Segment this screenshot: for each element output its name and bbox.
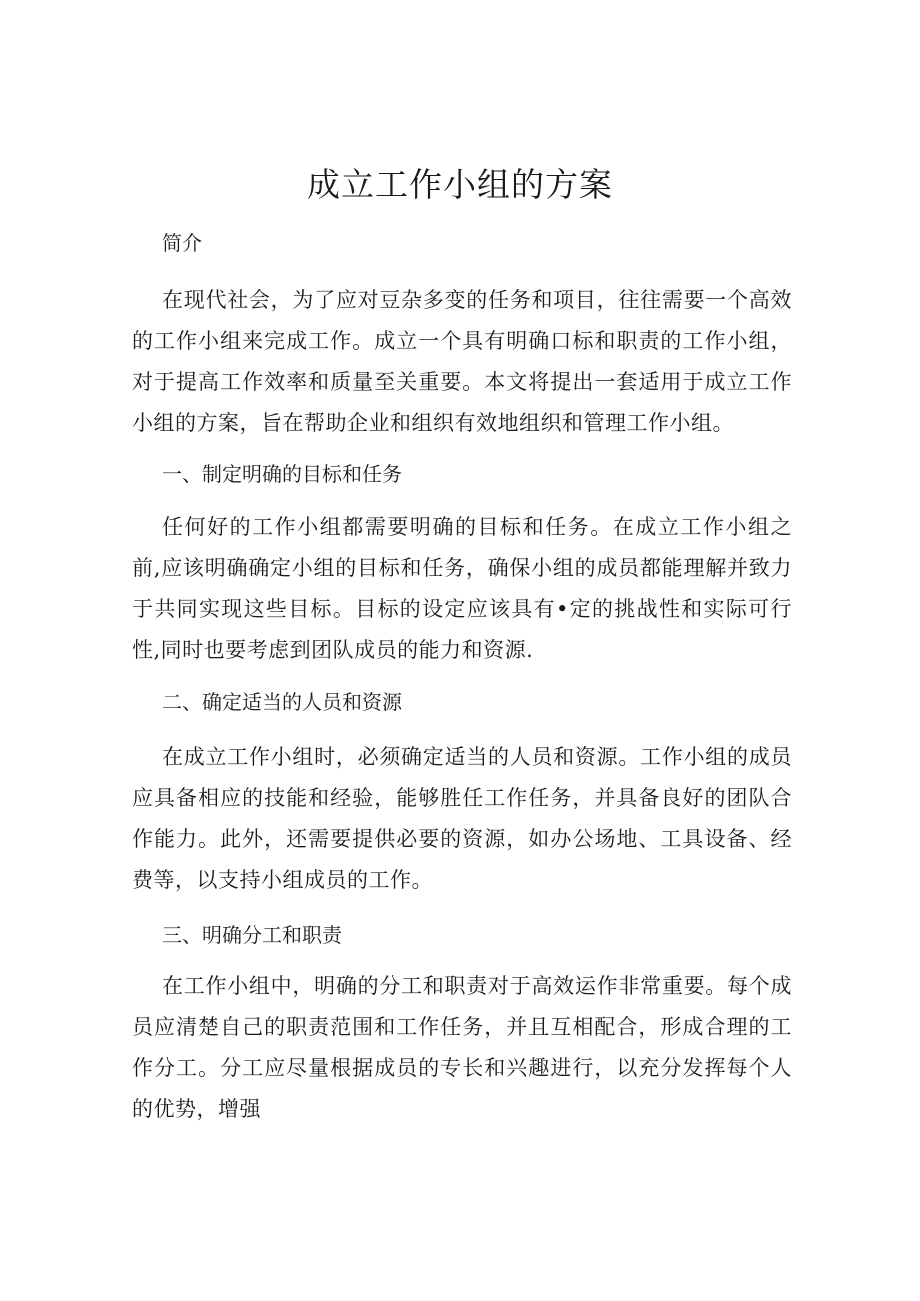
section-heading-3: 三、明确分工和职责 — [162, 923, 342, 947]
section-body-2: 在成立工作小组时，必须确定适当的人员和资源。工作小组的成员应具备相应的技能和经验，能够胜任工作任务，并具备良好的团队合作能力。此外，还需要提供必要的资源，如办公场地、工具设备、经费等，以支持小组成员的工作。 — [132, 745, 792, 892]
section-body-intro: 在现代社会，为了应对豆杂多变的任务和项目，往往需要一个高效的工作小组来完成工作。成立一个具有明确口标和职责的工作小组，对于提高工作效率和质量至关重要。本文将提出一套适用于成立工作小组的方案，旨在帮助企业和组织有效地组织和管理工作小组。 — [132, 288, 792, 435]
document-title: 成立工作小组的方案 — [307, 165, 613, 204]
section-heading-1: 一、制定明确的目标和任务 — [162, 462, 402, 486]
section-body-3: 在工作小组中，明确的分工和职责对于高效运作非常重要。每个成员应清楚自己的职责范围和工作任务，并且互相配合，形成合理的工作分工。分工应尽量根据成员的专长和兴趣进行，以充分发挥每个人的优势，增强 — [132, 974, 792, 1121]
section-heading-2: 二、确定适当的人员和资源 — [162, 690, 402, 714]
section-body-1: 任何好的工作小组都需要明确的目标和任务。在成立工作小组之前,应该明确确定小组的目标和任务，确保小组的成员都能理解并致力于共同实现这些目标。目标的设定应该具有•定的挑战性和实际可行性,同时也要考虑到团队成员的能力和资源. — [132, 515, 792, 662]
section-heading-intro: 简介 — [162, 231, 202, 255]
